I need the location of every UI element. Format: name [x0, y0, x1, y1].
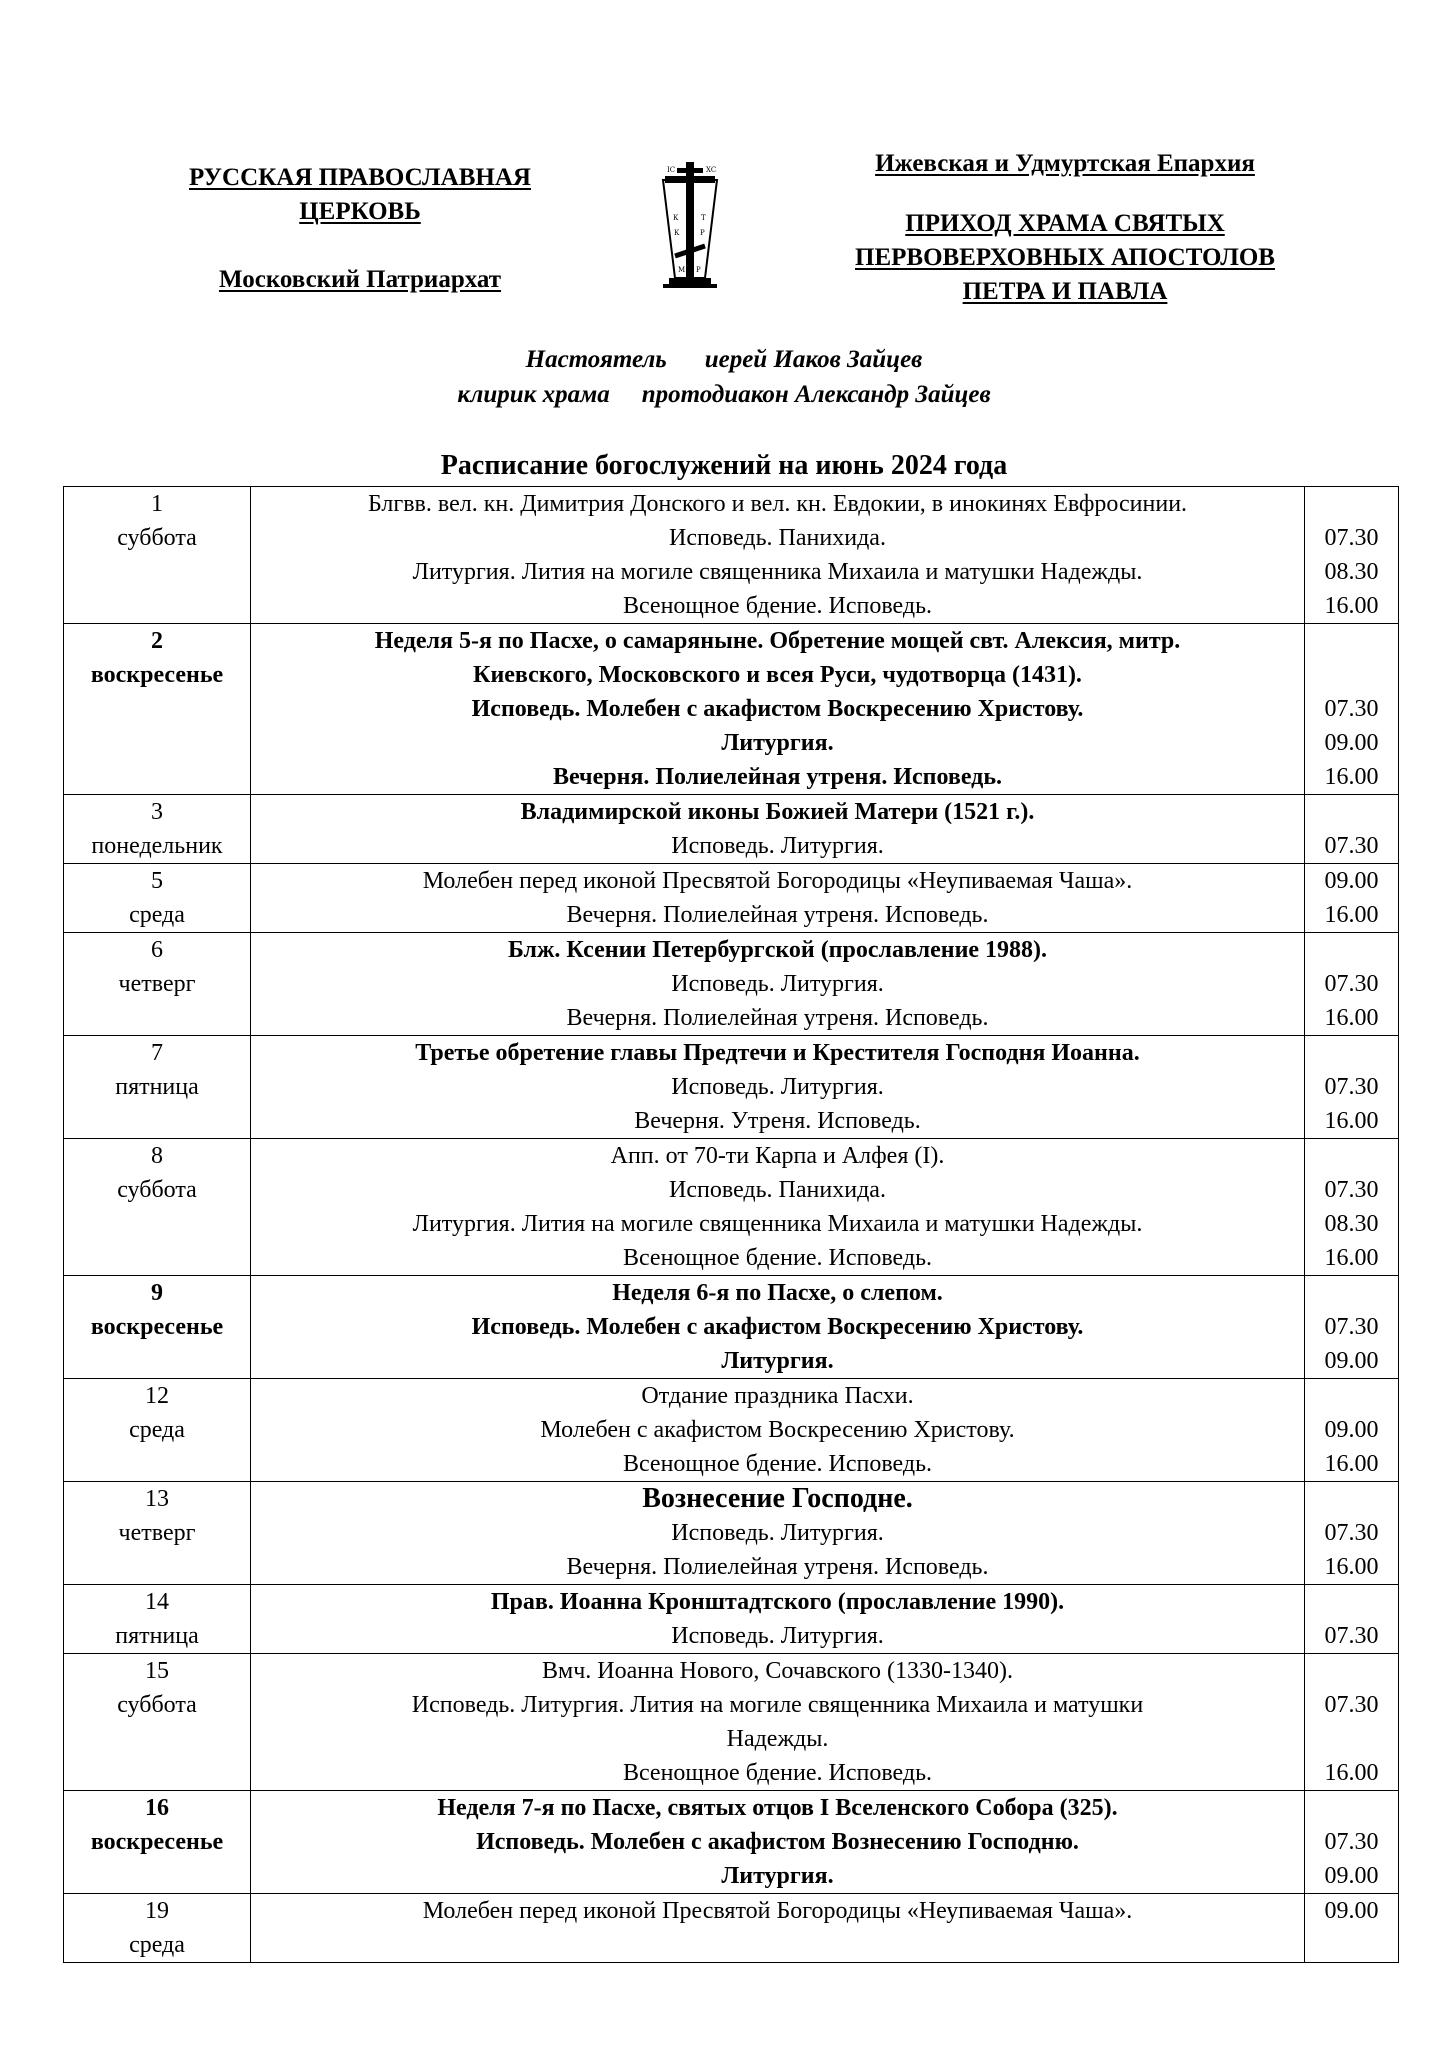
weekday: четверг [118, 971, 196, 997]
weekday: среда [129, 1417, 185, 1443]
service-line: Вечерня. Полиелейная утреня. Исповедь. [566, 902, 989, 928]
service-line: Отдание праздника Пасхи. [641, 1383, 914, 1409]
service-time: 09.00 [1324, 1898, 1379, 1924]
time-cell [1305, 1379, 1399, 1482]
svg-text:М: М [678, 266, 686, 274]
service-line: Блгвв. вел. кн. Димитрия Донского и вел. кн. Евдокии, в инокинях Евфросинии. [367, 491, 1188, 517]
service-time [1305, 658, 1398, 692]
service-time [1305, 1036, 1398, 1070]
day-number: 19 [145, 1898, 169, 1924]
service-time: 07.30 [1324, 1829, 1379, 1855]
service-line: Киевского, Московского и всея Руси, чудотворца (1431). [473, 662, 1082, 688]
weekday: суббота [117, 525, 197, 551]
clergy-block [0, 342, 1448, 412]
date-cell [64, 1036, 251, 1139]
schedule-row [64, 864, 1399, 933]
service-line: Всенощное бдение. Исповедь. [622, 1760, 933, 1786]
date-cell [64, 1791, 251, 1894]
service-line [251, 1928, 1304, 1962]
service-time: 07.30 [1324, 525, 1379, 551]
service-time: 07.30 [1324, 1520, 1379, 1546]
service-time: 07.30 [1324, 1074, 1379, 1100]
day-number: 6 [151, 937, 163, 963]
service-line: Неделя 7-я по Пасхе, святых отцов I Вселенского Собора (325). [437, 1795, 1118, 1821]
service-cell [251, 795, 1305, 864]
schedule-row [64, 1585, 1399, 1654]
service-line: Всенощное бдение. Исповедь. [622, 593, 933, 619]
date-cell [64, 1379, 251, 1482]
service-time: 07.30 [1324, 1623, 1379, 1649]
day-number: 2 [151, 628, 163, 654]
service-line: Исповедь. Панихида. [669, 1177, 886, 1203]
time-cell [1305, 1139, 1399, 1276]
service-cell [251, 1791, 1305, 1894]
date-cell [64, 1482, 251, 1585]
service-time [1305, 1139, 1398, 1173]
day-number: 1 [151, 491, 163, 517]
svg-text:Р: Р [700, 229, 705, 237]
service-time [1305, 624, 1398, 658]
service-line: Неделя 6-я по Пасхе, о слепом. [612, 1280, 943, 1306]
service-time: 07.30 [1324, 1314, 1379, 1340]
service-time [1305, 1791, 1398, 1825]
service-line: Литургия. [721, 1863, 834, 1889]
weekday: суббота [117, 1177, 197, 1203]
service-cell [251, 864, 1305, 933]
schedule-row [64, 1791, 1399, 1894]
service-time: 16.00 [1324, 1005, 1379, 1031]
schedule-row [64, 1379, 1399, 1482]
service-cell [251, 933, 1305, 1036]
service-line: Исповедь. Молебен с акафистом Вознесению Господню. [476, 1829, 1079, 1855]
svg-text:IC: IC [667, 166, 676, 174]
day-number: 13 [145, 1486, 169, 1512]
time-cell [1305, 1482, 1399, 1585]
service-time [1305, 933, 1398, 967]
day-number: 5 [151, 868, 163, 894]
svg-text:К: К [673, 214, 679, 222]
schedule-row [64, 933, 1399, 1036]
day-number: 15 [145, 1658, 169, 1684]
time-cell [1305, 487, 1399, 624]
service-cell [251, 1276, 1305, 1379]
service-time: 09.00 [1324, 730, 1379, 756]
service-cell [251, 1585, 1305, 1654]
service-cell [251, 1482, 1305, 1585]
service-time: 16.00 [1324, 1451, 1379, 1477]
date-cell [64, 1585, 251, 1654]
service-time [1305, 1482, 1398, 1516]
service-line: Владимирской иконы Божией Матери (1521 г.). [520, 799, 1035, 825]
church-name-line2: ЦЕРКОВЬ [299, 198, 421, 225]
service-line: Литургия. [721, 730, 834, 756]
service-time: 16.00 [1324, 1554, 1379, 1580]
date-cell [64, 1139, 251, 1276]
schedule-table [63, 486, 1399, 1963]
day-number: 12 [145, 1383, 169, 1409]
weekday: среда [129, 1932, 185, 1958]
date-cell [64, 1654, 251, 1791]
service-line: Литургия. [721, 1348, 834, 1374]
time-cell [1305, 624, 1399, 795]
time-cell [1305, 1654, 1399, 1791]
service-line: Исповедь. Литургия. [671, 971, 884, 997]
schedule-row [64, 1276, 1399, 1379]
service-line: Вечерня. Полиелейная утреня. Исповедь. [566, 1554, 989, 1580]
service-time: 16.00 [1324, 764, 1379, 790]
service-cell [251, 624, 1305, 795]
weekday: воскресенье [90, 1314, 224, 1340]
service-line: Исповедь. Литургия. [671, 833, 884, 859]
service-time: 08.30 [1324, 1211, 1379, 1237]
service-time [1305, 1585, 1398, 1619]
weekday: понедельник [91, 833, 223, 859]
time-cell [1305, 1585, 1399, 1654]
service-cell [251, 1379, 1305, 1482]
parish-name-line1: ПРИХОД ХРАМА СВЯТЫХ [905, 210, 1225, 237]
schedule-row [64, 624, 1399, 795]
service-time: 09.00 [1324, 868, 1379, 894]
service-line: Исповедь. Молебен с акафистом Воскресению Христову. [471, 1314, 1084, 1340]
service-line: Апп. от 70-ти Карпа и Алфея (I). [610, 1143, 945, 1169]
schedule-row [64, 1482, 1399, 1585]
cleric-name: протодиакон Александр Зайцев [641, 381, 991, 408]
service-line: Вечерня. Утреня. Исповедь. [634, 1108, 921, 1134]
service-time: 09.00 [1324, 1348, 1379, 1374]
service-line: Молебен перед иконой Пресвятой Богородицы «Неупиваемая Чаша». [422, 868, 1133, 894]
service-line: Литургия. Лития на могиле священника Михаила и матушки Надежды. [412, 1211, 1143, 1237]
service-time: 07.30 [1324, 1177, 1379, 1203]
svg-text:К: К [674, 229, 680, 237]
service-line: Исповедь. Панихида. [669, 525, 886, 551]
service-line: Исповедь. Литургия. [671, 1520, 884, 1546]
service-line: Литургия. Лития на могиле священника Михаила и матушки Надежды. [412, 559, 1143, 585]
schedule-row [64, 1036, 1399, 1139]
service-time: 16.00 [1324, 1245, 1379, 1271]
service-line: Вмч. Иоанна Нового, Сочавского (1330-1340). [542, 1658, 1013, 1684]
service-line: Блж. Ксении Петербургской (прославление 1988). [507, 937, 1048, 963]
service-time: 08.30 [1324, 559, 1379, 585]
day-number: 16 [145, 1795, 169, 1821]
rector-name: иерей Иаков Зайцев [704, 346, 923, 373]
service-line: Неделя 5-я по Пасхе, о самаряныне. Обретение мощей свт. Алексия, митр. [374, 628, 1181, 654]
service-cell [251, 1139, 1305, 1276]
church-name-line1: РУССКАЯ ПРАВОСЛАВНАЯ [189, 164, 531, 191]
date-cell [64, 624, 251, 795]
service-time [1305, 1722, 1398, 1756]
orthodox-cross-icon [645, 160, 735, 295]
eparchy-name: Ижевская и Удмуртская Епархия [875, 150, 1255, 177]
date-cell [64, 487, 251, 624]
service-time: 16.00 [1324, 1108, 1379, 1134]
svg-text:Т: Т [701, 214, 706, 222]
service-line: Прав. Иоанна Кронштадтского (прославление 1990). [490, 1589, 1065, 1615]
service-line: Исповедь. Литургия. [671, 1074, 884, 1100]
weekday: пятница [115, 1074, 199, 1100]
date-cell [64, 864, 251, 933]
day-number: 14 [145, 1589, 169, 1615]
time-cell [1305, 1276, 1399, 1379]
service-time: 07.30 [1324, 833, 1379, 859]
service-cell [251, 1894, 1305, 1963]
schedule-row [64, 1654, 1399, 1791]
parish-name-line2: ПЕРВОВЕРХОВНЫХ АПОСТОЛОВ [855, 244, 1275, 271]
service-time [1305, 795, 1398, 829]
day-number: 3 [151, 799, 163, 825]
schedule-row [64, 1139, 1399, 1276]
schedule-row [64, 1894, 1399, 1963]
service-line: Вечерня. Полиелейная утреня. Исповедь. [552, 764, 1003, 790]
day-number: 9 [151, 1280, 163, 1306]
day-number: 7 [151, 1040, 163, 1066]
service-cell [251, 1654, 1305, 1791]
service-cell [251, 487, 1305, 624]
service-time: 09.00 [1324, 1417, 1379, 1443]
service-line: Вечерня. Полиелейная утреня. Исповедь. [566, 1005, 989, 1031]
weekday: суббота [117, 1692, 197, 1718]
date-cell [64, 1276, 251, 1379]
service-cell [251, 1036, 1305, 1139]
rector-role: Настоятель [525, 346, 667, 373]
service-line: Молебен с акафистом Воскресению Христову. [540, 1417, 1015, 1443]
service-line: Исповедь. Литургия. Лития на могиле священника Михаила и матушки [411, 1692, 1144, 1718]
weekday: среда [129, 902, 185, 928]
cleric-line [0, 377, 1448, 412]
time-cell [1305, 864, 1399, 933]
weekday: воскресенье [90, 1829, 224, 1855]
date-cell [64, 795, 251, 864]
service-time [1305, 487, 1398, 521]
service-time [1305, 1379, 1398, 1413]
service-line: Всенощное бдение. Исповедь. [622, 1245, 933, 1271]
service-time [1305, 1276, 1398, 1310]
time-cell [1305, 1036, 1399, 1139]
schedule-row [64, 487, 1399, 624]
service-line: Вознесение Господне. [642, 1483, 913, 1514]
service-time [1305, 1928, 1398, 1962]
svg-text:Р: Р [696, 266, 701, 274]
service-line: Третье обретение главы Предтечи и Крестителя Господня Иоанна. [415, 1040, 1140, 1066]
diocese-header-right [785, 147, 1345, 309]
schedule-row [64, 795, 1399, 864]
service-time [1305, 1654, 1398, 1688]
service-time: 07.30 [1324, 971, 1379, 997]
diocese-header-left [130, 161, 590, 297]
patriarchate-name: Московский Патриархат [218, 266, 502, 293]
date-cell [64, 933, 251, 1036]
cleric-role: клирик храма [457, 381, 610, 408]
date-cell [64, 1894, 251, 1963]
service-time: 07.30 [1324, 696, 1379, 722]
service-time: 09.00 [1324, 1863, 1379, 1889]
service-line: Молебен перед иконой Пресвятой Богородицы «Неупиваемая Чаша». [422, 1898, 1133, 1924]
schedule-title: Расписание богослужений на июнь 2024 года [440, 450, 1008, 481]
service-line: Исповедь. Молебен с акафистом Воскресению Христову. [471, 696, 1084, 722]
day-number: 8 [151, 1143, 163, 1169]
weekday: пятница [115, 1623, 199, 1649]
service-line: Всенощное бдение. Исповедь. [622, 1451, 933, 1477]
weekday: четверг [118, 1520, 196, 1546]
service-line: Исповедь. Литургия. [671, 1623, 884, 1649]
service-time: 16.00 [1324, 593, 1379, 619]
service-time: 16.00 [1324, 1760, 1379, 1786]
weekday: воскресенье [90, 662, 224, 688]
time-cell [1305, 1894, 1399, 1963]
service-time: 16.00 [1324, 902, 1379, 928]
svg-text:XC: XC [706, 166, 717, 174]
time-cell [1305, 933, 1399, 1036]
service-line: Надежды. [726, 1726, 829, 1752]
parish-name-line3: ПЕТРА И ПАВЛА [962, 278, 1168, 305]
time-cell [1305, 1791, 1399, 1894]
service-time: 07.30 [1324, 1692, 1379, 1718]
time-cell [1305, 795, 1399, 864]
rector-line [0, 342, 1448, 377]
